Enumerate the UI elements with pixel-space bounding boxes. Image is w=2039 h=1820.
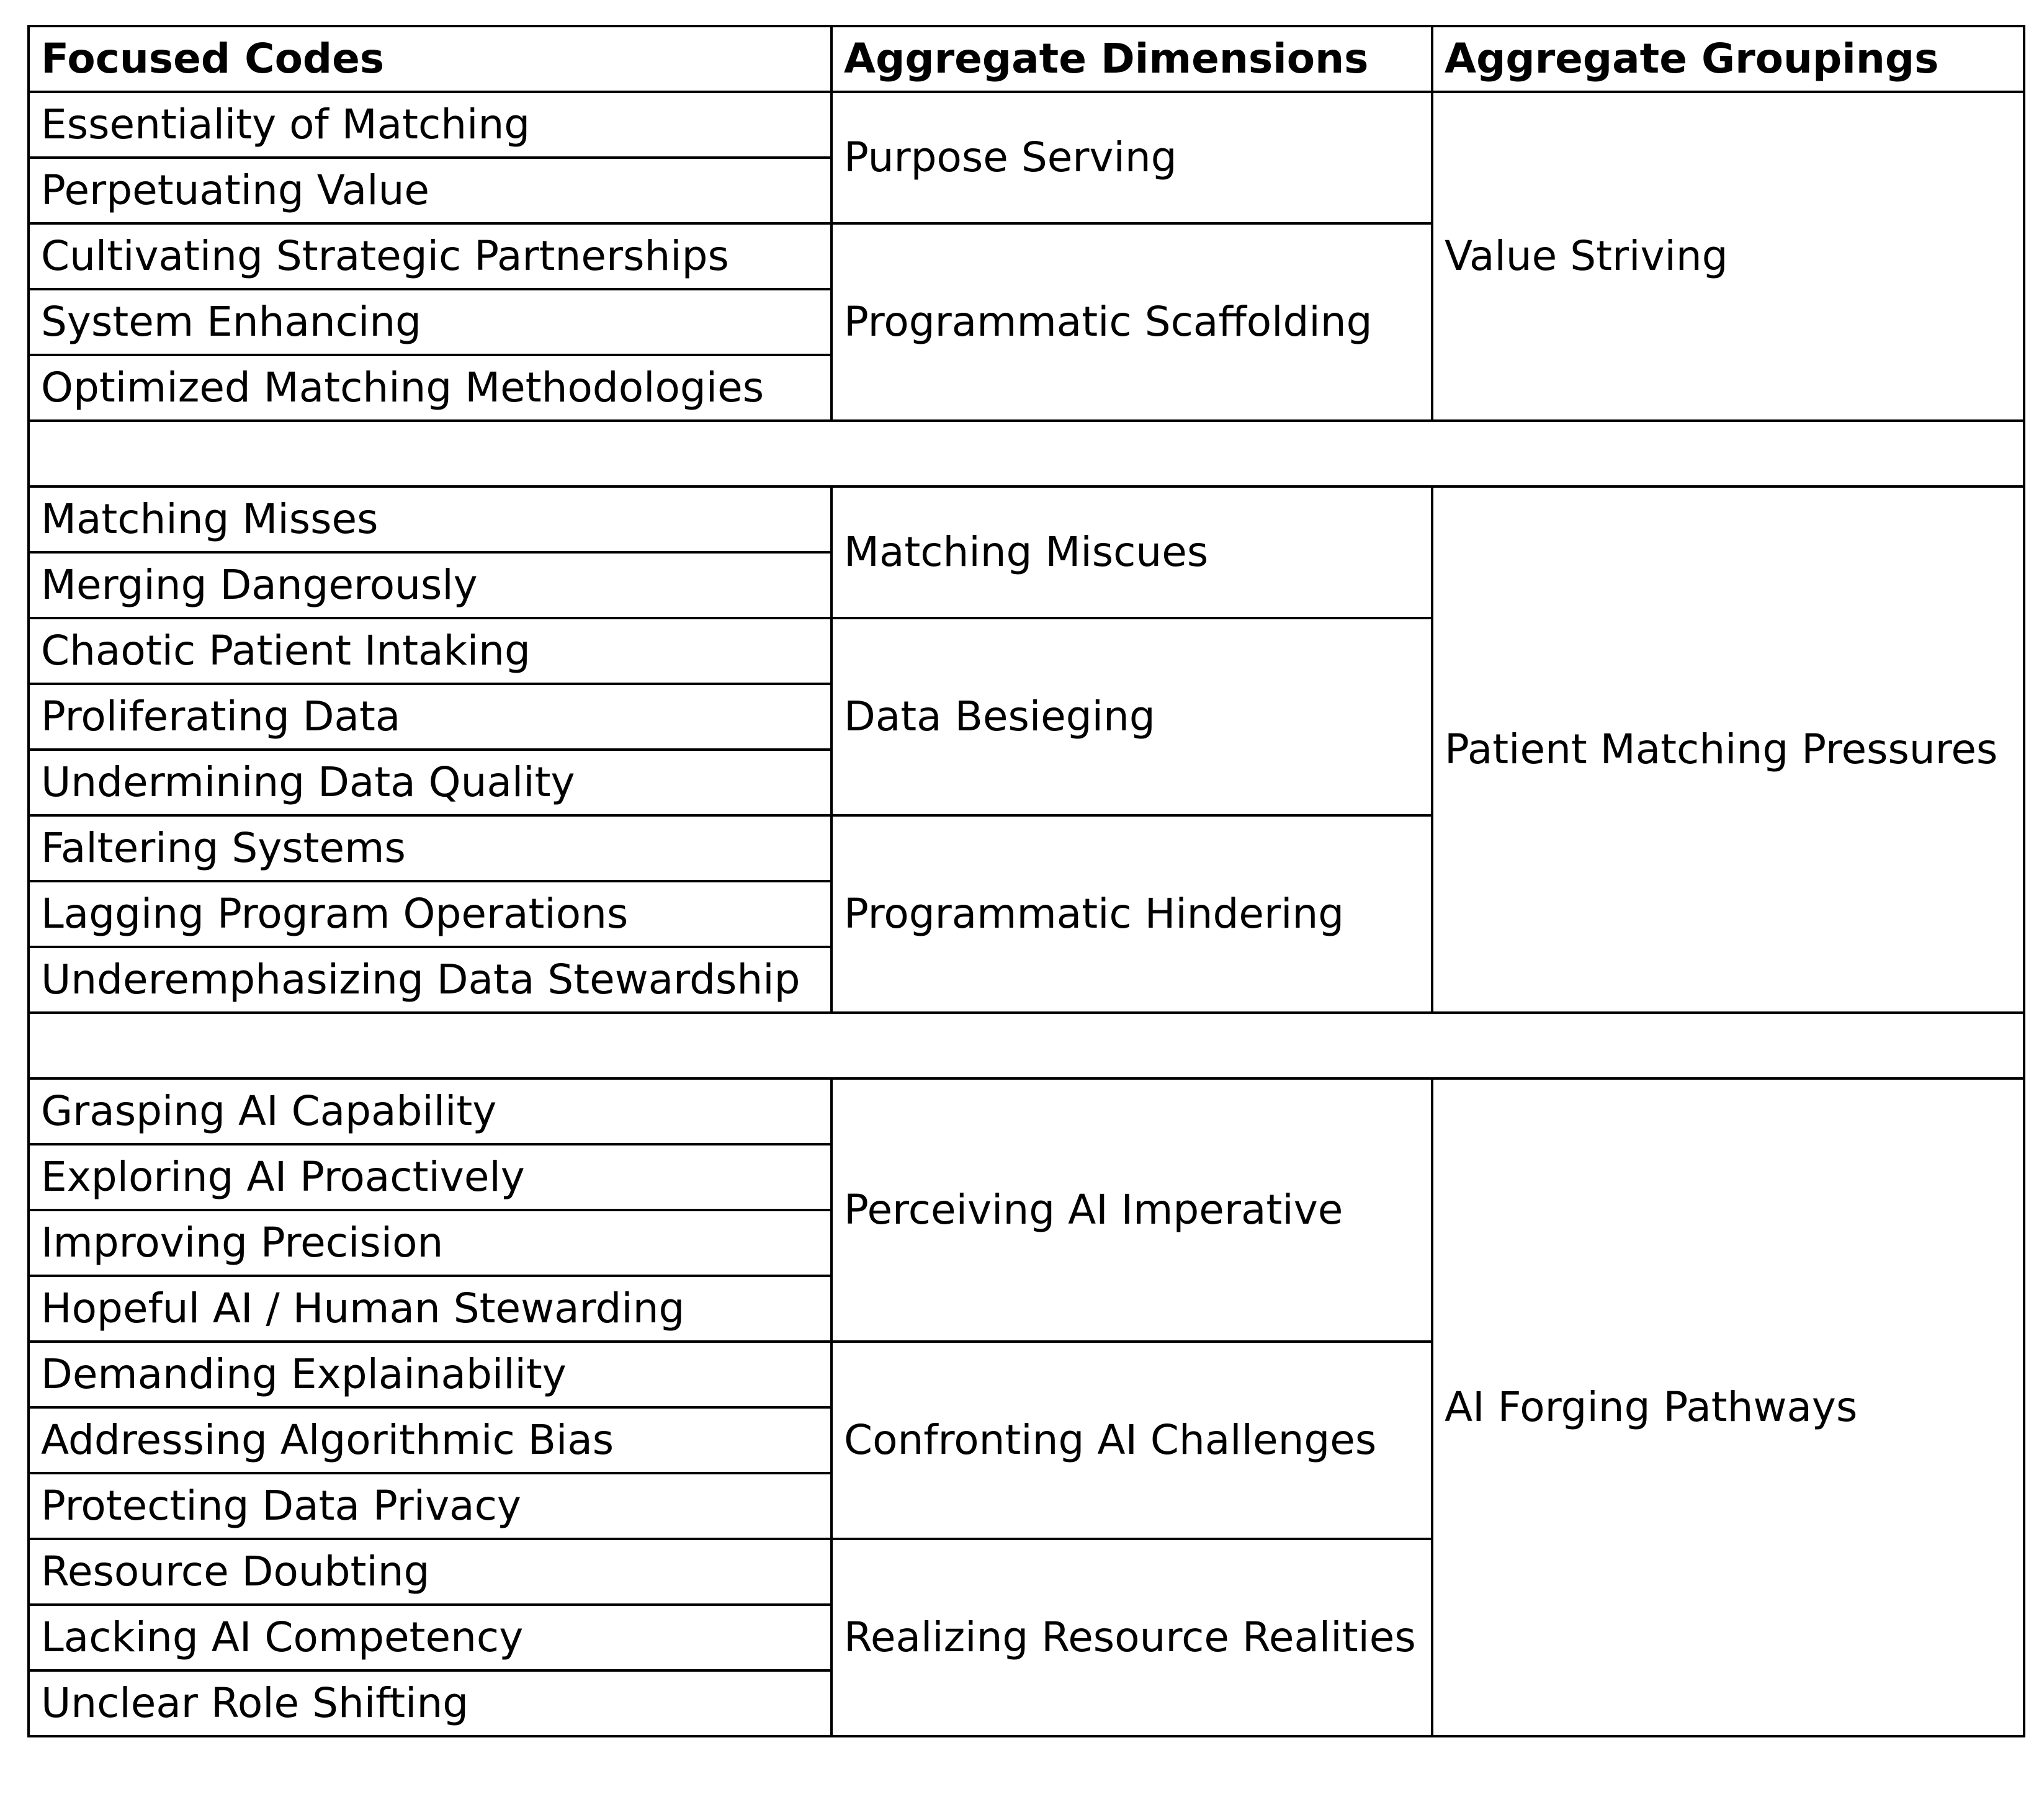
focused-code-cell: Resource Doubting bbox=[29, 1539, 831, 1605]
header-row bbox=[29, 26, 2024, 92]
focused-code-cell: Exploring AI Proactively bbox=[29, 1144, 831, 1210]
aggregate-dimension-cell: Perceiving AI Imperative bbox=[831, 1078, 1432, 1342]
focused-code-cell: Essentiality of Matching bbox=[29, 92, 831, 158]
focused-code-cell: Unclear Role Shifting bbox=[29, 1670, 831, 1736]
spacer-row bbox=[29, 1013, 2024, 1078]
focused-code-cell: Faltering Systems bbox=[29, 815, 831, 881]
header-aggregate-groupings: Aggregate Groupings bbox=[1432, 26, 2024, 92]
focused-code-cell: Improving Precision bbox=[29, 1210, 831, 1276]
aggregate-dimension-cell: Data Besieging bbox=[831, 618, 1432, 815]
table-row bbox=[29, 486, 2024, 552]
focused-code-cell: Chaotic Patient Intaking bbox=[29, 618, 831, 684]
focused-code-cell: System Enhancing bbox=[29, 289, 831, 355]
aggregate-dimension-cell: Programmatic Scaffolding bbox=[831, 223, 1432, 421]
focused-code-cell: Lagging Program Operations bbox=[29, 881, 831, 947]
aggregate-grouping-cell: Value Striving bbox=[1432, 92, 2024, 421]
aggregate-dimension-cell: Confronting AI Challenges bbox=[831, 1342, 1432, 1539]
coding-table bbox=[27, 25, 2025, 1737]
focused-code-cell: Underemphasizing Data Stewardship bbox=[29, 947, 831, 1013]
spacer-row bbox=[29, 421, 2024, 486]
aggregate-dimension-cell: Programmatic Hindering bbox=[831, 815, 1432, 1013]
aggregate-grouping-cell: Patient Matching Pressures bbox=[1432, 486, 2024, 1013]
table-row bbox=[29, 1078, 2024, 1144]
focused-code-cell: Protecting Data Privacy bbox=[29, 1473, 831, 1539]
header-aggregate-dimensions: Aggregate Dimensions bbox=[831, 26, 1432, 92]
spacer-cell bbox=[29, 1013, 2024, 1078]
aggregate-dimension-cell: Matching Miscues bbox=[831, 486, 1432, 618]
focused-code-cell: Lacking AI Competency bbox=[29, 1605, 831, 1670]
focused-code-cell: Perpetuating Value bbox=[29, 158, 831, 223]
aggregate-grouping-cell: AI Forging Pathways bbox=[1432, 1078, 2024, 1736]
table-body bbox=[29, 92, 2024, 1736]
spacer-cell bbox=[29, 421, 2024, 486]
aggregate-dimension-cell: Realizing Resource Realities bbox=[831, 1539, 1432, 1736]
aggregate-dimension-cell: Purpose Serving bbox=[831, 92, 1432, 223]
focused-code-cell: Matching Misses bbox=[29, 486, 831, 552]
focused-code-cell: Proliferating Data bbox=[29, 684, 831, 750]
focused-code-cell: Hopeful AI / Human Stewarding bbox=[29, 1276, 831, 1342]
table-row bbox=[29, 92, 2024, 158]
focused-code-cell: Undermining Data Quality bbox=[29, 750, 831, 815]
focused-code-cell: Optimized Matching Methodologies bbox=[29, 355, 831, 421]
focused-code-cell: Demanding Explainability bbox=[29, 1342, 831, 1407]
header-focused-codes: Focused Codes bbox=[29, 26, 831, 92]
focused-code-cell: Cultivating Strategic Partnerships bbox=[29, 223, 831, 289]
focused-code-cell: Grasping AI Capability bbox=[29, 1078, 831, 1144]
focused-code-cell: Merging Dangerously bbox=[29, 552, 831, 618]
focused-code-cell: Addressing Algorithmic Bias bbox=[29, 1407, 831, 1473]
